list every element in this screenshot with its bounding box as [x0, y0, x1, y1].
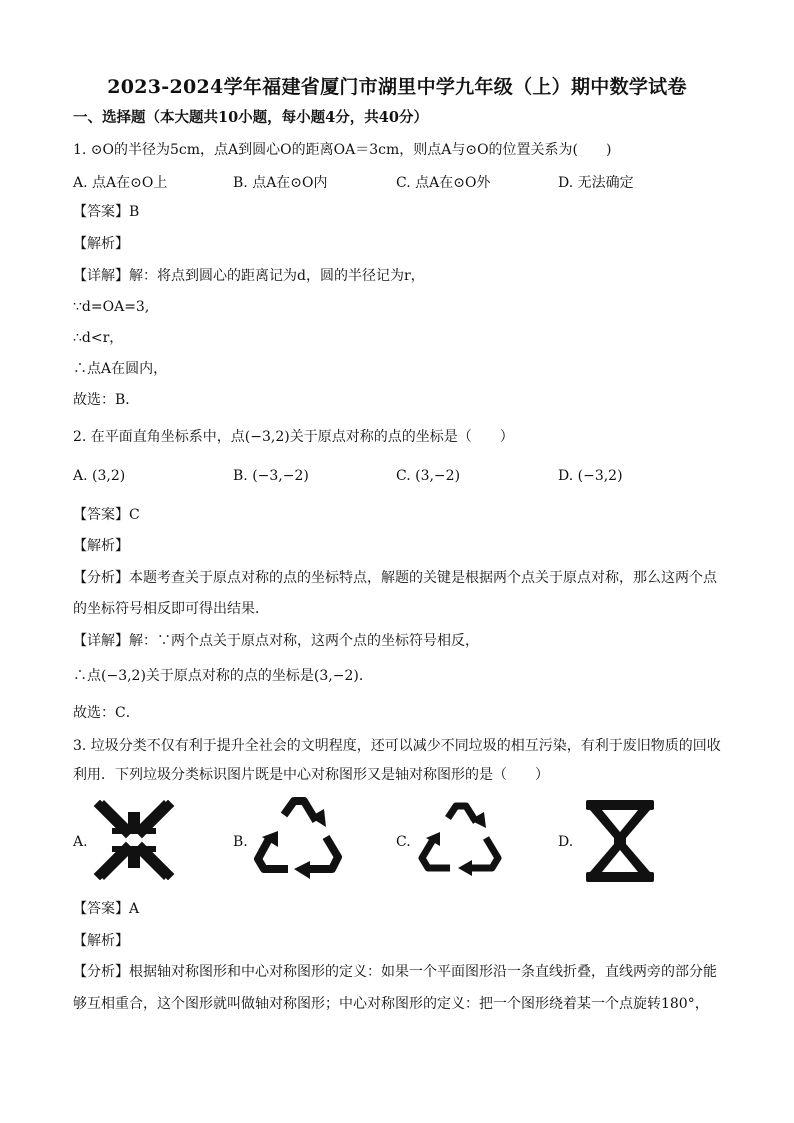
- q1-step-3: ∴点A在圆内，: [73, 361, 168, 377]
- q1-analysis-label: 【解析】: [73, 236, 129, 252]
- q3-stem-line2: 利用．下列垃圾分类标识图片既是中心对称图形又是轴对称图形的是（ ）: [73, 767, 549, 783]
- q2-detail: 【详解】解：∵两个点关于原点对称，这两个点的坐标符号相反，: [73, 633, 479, 649]
- q3-stem-line1: 3. 垃圾分类不仅有利于提升全社会的文明程度，还可以减少不同垃圾的相互污染，有利于废旧物质的回收: [73, 738, 721, 754]
- q1-step-1: ∵d=OA=3,: [73, 299, 150, 315]
- q1-option-a: A. 点A在⊙O上: [73, 175, 168, 191]
- q3-option-b: B.: [233, 834, 248, 850]
- section-heading: 一、选择题（本大题共10小题，每小题4分，共40分）: [73, 109, 428, 126]
- arrows-inward-icon: [92, 800, 176, 880]
- q3-option-c: C.: [396, 834, 411, 850]
- recycle-small-icon: [418, 800, 504, 880]
- q3-option-a: A.: [73, 834, 88, 850]
- q2-fenxi-line1: 【分析】本题考查关于原点对称的点的坐标特点，解题的关键是根据两个点关于原点对称，那么这两个点: [73, 570, 717, 586]
- q3-answer: 【答案】A: [73, 901, 140, 917]
- q2-option-a: A. (3,2): [73, 468, 126, 484]
- hourglass-icon: [584, 798, 656, 884]
- q2-option-d: D. (−3,2): [558, 468, 623, 484]
- q1-option-b: B. 点A在⊙O内: [233, 175, 328, 191]
- q2-analysis-label: 【解析】: [73, 538, 129, 554]
- q2-choose: 故选：C．: [73, 705, 140, 721]
- q1-option-d: D. 无法确定: [558, 175, 634, 191]
- recycle-icon: [254, 797, 344, 883]
- q1-step-2: ∴d<r，: [73, 330, 124, 346]
- q2-answer: 【答案】C: [73, 507, 140, 523]
- page-title: 2023-2024学年福建省厦门市湖里中学九年级（上）期中数学试卷: [107, 76, 687, 98]
- q3-analysis-label: 【解析】: [73, 933, 129, 949]
- q2-fenxi-line2: 的坐标符号相反即可得出结果．: [73, 601, 269, 617]
- q1-option-c: C. 点A在⊙O外: [396, 175, 491, 191]
- q3-fenxi-line1: 【分析】根据轴对称图形和中心对称图形的定义：如果一个平面图形沿一条直线折叠，直线两旁的部分能: [73, 964, 717, 980]
- q1-answer: 【答案】B: [73, 204, 140, 220]
- q3-option-d: D.: [558, 834, 574, 850]
- q1-choose: 故选：B．: [73, 392, 140, 408]
- q2-step-1: ∴点(−3,2)关于原点对称的点的坐标是(3,−2)．: [73, 668, 373, 684]
- q2-option-b: B. (−3,−2): [233, 468, 309, 484]
- q3-fenxi-line2: 够互相重合，这个图形就叫做轴对称图形；中心对称图形的定义：把一个图形绕着某一个点旋转180°，: [73, 996, 709, 1012]
- q1-stem: 1. ⊙O的半径为5cm，点A到圆心O的距离OA＝3cm，则点A与⊙O的位置关系为( ): [73, 142, 612, 158]
- q2-stem: 2. 在平面直角坐标系中，点(−3,2)关于原点对称的点的坐标是（ ）: [73, 429, 514, 445]
- q2-option-c: C. (3,−2): [396, 468, 461, 484]
- q1-detail: 【详解】解：将点到圆心的距离记为d，圆的半径记为r，: [73, 268, 425, 284]
